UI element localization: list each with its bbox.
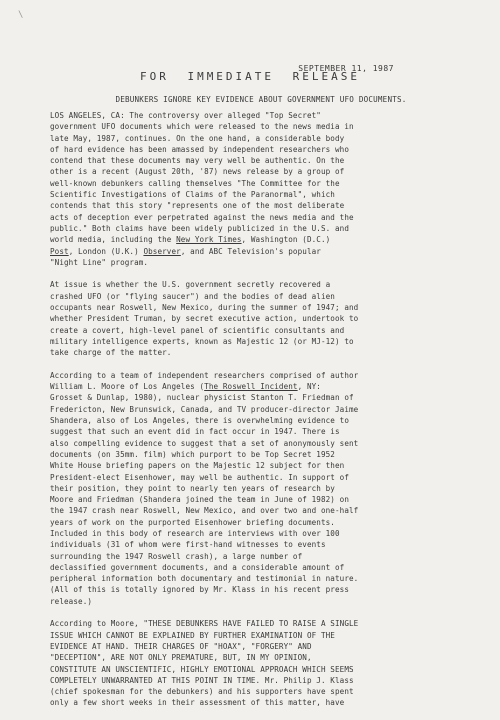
headline: FOR IMMEDIATE RELEASE	[139, 70, 361, 83]
p1-text-d: , and ABC Television's popular "Night Line" program.	[50, 246, 321, 267]
paragraph-1	[50, 110, 472, 268]
release-date: SEPTEMBER 11, 1987	[298, 64, 394, 73]
paragraph-4: According to Moore, "THESE DEBUNKERS HAVE FAILED TO RAISE A SINGLE ISSUE WHICH CANNOT BE EXPLAINED BY FURTHER EXAMINATION OF THE EVIDENCE AT HAND. THEIR CHARGES OF "HOAX", "FORGERY" AND "DECEPTION", ARE NOT ONLY PREMATURE, BUT, IN MY OPINION, CONSTITUTE AN UNSCIENTIFIC, HIGHLY EMOTIONAL APPROACH WHICH SEEMS COMPLETELY UNWARRANTED AT THIS POINT IN TIME. Mr. Philip J. Klass (chief spokesman for the debunkers) and his supporters have spent only a few short weeks in their assessment of this matter, have	[50, 619, 359, 708]
paragraph-2: At issue is whether the U.S. government secretly recovered a crashed UFO (or "flying saucer") and the bodies of dead alien occupants near Roswell, New Mexico, during the summer of 1947; and whether President Truman, by secret executive action, undertook to create a covert, high-level panel of scientific consultants and military intelligence experts, known as Majestic 12 (or MJ-12) to take charge of the matter.	[50, 280, 359, 358]
p3-text-a: According to a team of independent researchers comprised of author William L. Moore of Los Angeles (	[50, 370, 359, 392]
p1-text-b: , Washington (D.C.)	[241, 235, 331, 245]
p1-text-c: , London (U.K.)	[68, 246, 144, 256]
p1-text-a: LOS ANGELES, CA: The controversy over alleged "Top Secret" government UFO documents which were released to the news media in late May, 1987, continues. On the one hand, a considerable body of hard evidence has been amassed by independent researchers who contend that these documents may very well be authentic. On the other is a recent (August 20th, '87) news release by a group of well-known debunkers calling themselves "The Committee for the Scientific Investigations of Claims of the Paranormal", which contends that this story "represents one of the most deliberate acts of deception ever perpetrated against the news media and the public." Both claims have been widely publicized in the U.S. and world media, including the	[50, 111, 354, 245]
corner-mark: \	[18, 10, 24, 20]
p3-text-b: , NY: Grosset & Dunlap, 1980), nuclear physicist Stanton T. Friedman of Fredericton, New Brunswick, Canada, and TV producer-director Jaime Shandera, also of Los Angeles, there is overwhelming evidence to suggest that such an event did in fact occur in 1947. There is also compelling evidence to suggest that a set of anonymously sent documents (on 35mm. film) which purport to be Top Secret 1952 White House briefing papers on the Majestic 12 subject for then President-elect Eisenhower, may well be authentic. In support of their position, they point to nearly ten years of research by Moore and Friedman (Shandera joined the team in June of 1982) on the 1947 crash near Roswell, New Mexico, and over two and one-half years of work on the purported Eisenhower briefing documents. Included in this body of research are interviews with over 100 individuals (31 of whom were first-hand witnesses to events surrounding the 1947 Roswell crash), a large number of declassified government documents, and a considerable amount of peripheral information both documentary and testimonial in nature. (All of this is totally ignored by Mr. Klass in his recent press release.)	[50, 382, 359, 606]
post-ref: Post	[50, 246, 69, 256]
subheadline: DEBUNKERS IGNORE KEY EVIDENCE ABOUT GOVERNMENT UFO DOCUMENTS.	[115, 95, 407, 104]
book-ref: The Roswell Incident	[204, 382, 298, 392]
nyt-ref: New York Times	[176, 235, 242, 245]
paragraph-3	[50, 370, 472, 607]
observer-ref: Observer	[143, 246, 181, 256]
article-body	[50, 110, 472, 720]
